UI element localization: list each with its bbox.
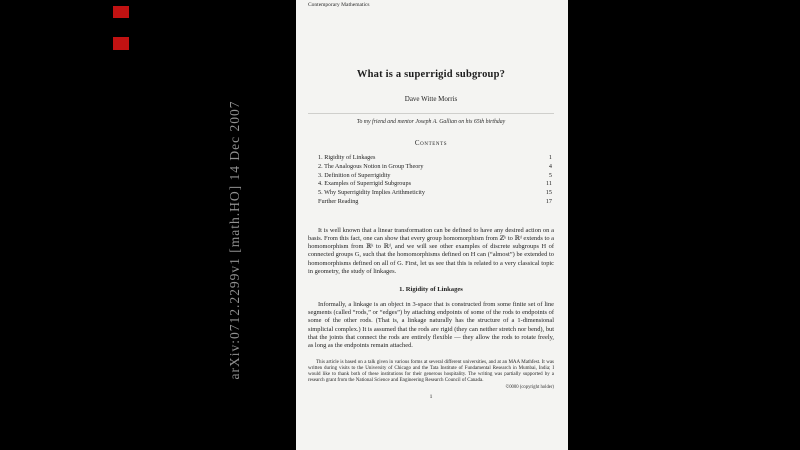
section-paragraph: Informally, a linkage is an object in 3-space that is constructed from some finite set of line segments (called “rods,” or “edges”) by attaching endpoints of some of the rods to endpoints of some of the other rods. (That is, a linkage naturally has the structure of a 1-dimensional simplicial complex.) It is assumed that the rods are rigid (they can neither stretch nor bend), but that the joints that connect the rods are entirely flexible — they allow the rods to rotate freely, as long as the endpoints remain attached. <box>308 301 554 350</box>
page-number: 1 <box>429 394 433 401</box>
toc-item <box>318 154 552 163</box>
toc-item-page: 17 <box>545 197 552 205</box>
toc-item <box>318 198 552 207</box>
toc-item-page: 1 <box>548 154 552 161</box>
intro-paragraph: It is well known that a linear transformation can be defined to have any desired action on a basis. From this fact, one can show that every group homomorphism from ℤᵏ to ℝᵈ extends to a homomorphism from ℝᵏ to ℝᵈ, and we will see other examples of discrete subgroups H of connected groups G, such that the homomorphisms defined on H can (“almost”) be extended to homomorphisms defined on all of G. First, let us see that this is related to a very classical topic in geometry, the study of linkages. <box>308 226 554 275</box>
contents-heading: Contents <box>414 139 448 147</box>
section-heading: 1. Rigidity of Linkages <box>399 286 463 293</box>
red-marker-top <box>113 6 129 18</box>
title-divider <box>308 113 554 114</box>
toc-item <box>318 180 552 189</box>
toc-item-page: 11 <box>546 180 552 188</box>
toc-item <box>318 163 552 172</box>
table-of-contents <box>318 154 552 207</box>
author-name: Dave Witte Morris <box>404 95 458 103</box>
toc-item-label: Further Reading <box>318 197 359 205</box>
series-name: Contemporary Mathematics <box>308 2 370 8</box>
toc-item-page: 5 <box>548 171 552 179</box>
toc-item-page: 15 <box>545 189 552 197</box>
toc-item-label: 3. Definition of Superrigidity <box>318 171 391 179</box>
toc-item <box>318 189 552 198</box>
toc-item-label: 1. Rigidity of Linkages <box>318 154 376 161</box>
dedication: To my friend and mentor Joseph A. Gallian on his 65th birthday <box>356 119 506 125</box>
toc-item-label: 2. The Analogous Notion in Group Theory <box>318 162 424 170</box>
paper-page <box>296 0 568 450</box>
toc-item <box>318 172 552 181</box>
paper-title: What is a superrigid subgroup? <box>356 69 506 80</box>
toc-item-page: 4 <box>548 162 552 170</box>
toc-item-label: 4. Examples of Superrigid Subgroups <box>318 180 411 188</box>
toc-item-label: 5. Why Superrigidity Implies Arithmeticity <box>318 189 425 197</box>
copyright-line: ©0000 (copyright holder) <box>505 385 554 391</box>
footnote: This article is based on a talk given in various forms at several different universities, and at an MAA Mathfest. It was written during visits to the University of Chicago and the Tata Institute of Fundamental Research in Mumbai, India; I would like to thank both of these institutions for their generous hospitality. The writing was partially supported by a research grant from the National Science and Engineering Research Council of Canada. <box>308 360 554 383</box>
red-marker-bottom <box>113 37 129 50</box>
arxiv-stamp: arXiv:0712.2299v1 [math.HO] 14 Dec 2007 <box>227 100 242 380</box>
